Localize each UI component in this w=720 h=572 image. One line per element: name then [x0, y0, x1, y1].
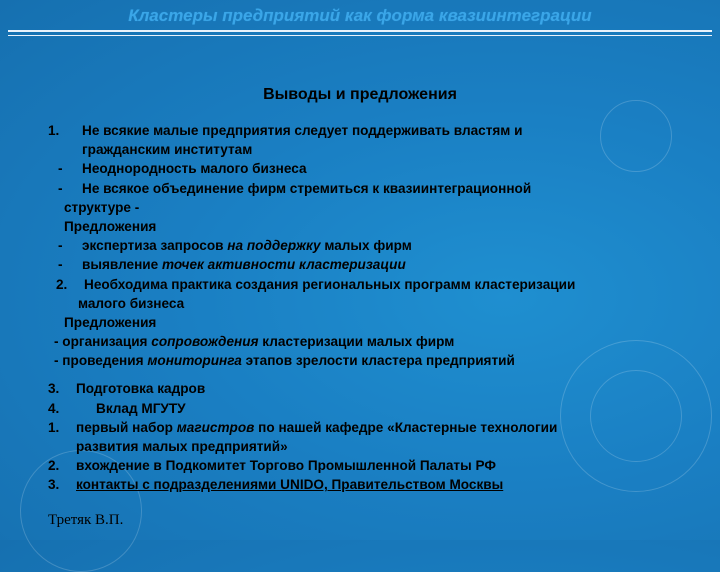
list-item — [48, 236, 708, 255]
item-text: гражданским институтам — [82, 142, 253, 158]
item-text: выявление точек активности кластеризации — [82, 257, 406, 273]
item-number: 3. — [48, 477, 60, 493]
item-text: Неоднородность малого бизнеса — [82, 161, 307, 177]
slide-content — [48, 121, 708, 495]
list-item-continuation — [48, 140, 708, 159]
proposals-label-text: Предложения — [64, 314, 157, 330]
list-item — [48, 475, 708, 494]
item-number: 4. — [48, 400, 60, 416]
list-item — [48, 159, 708, 178]
title-divider-thin — [8, 35, 712, 36]
item-text: Необходима практика создания региональных программ кластеризации — [84, 276, 576, 292]
list-item-continuation — [48, 437, 708, 456]
list-item-continuation — [48, 198, 708, 217]
item-text: - организация сопровождения кластеризации малых фирм — [54, 334, 455, 350]
item-text: Не всякие малые предприятия следует поддерживать властям и — [82, 123, 523, 138]
item-number: 2. — [48, 458, 60, 474]
list-item — [48, 351, 708, 370]
item-dash: - — [58, 257, 63, 273]
list-item — [48, 379, 708, 398]
proposals-label — [48, 217, 708, 236]
item-number: 2. — [56, 276, 68, 292]
list-item — [48, 332, 708, 351]
item-text: - проведения мониторинга этапов зрелости кластера предприятий — [54, 353, 515, 369]
list-item — [48, 179, 708, 198]
item-text: Вклад МГУТУ — [96, 400, 186, 416]
contacts-link[interactable]: контакты с подразделениями UNIDO, Правительством Москвы — [76, 477, 504, 493]
title-divider — [8, 30, 712, 32]
item-text: Не всякое объединение фирм стремиться к квазиинтеграционной — [82, 180, 532, 196]
item-dash: - — [58, 180, 63, 196]
list-item — [48, 418, 708, 437]
list-item — [48, 255, 708, 274]
slide-title: Кластеры предприятий как форма квазиинтеграции — [128, 6, 592, 25]
item-text: Подготовка кадров — [76, 381, 206, 397]
list-item — [48, 275, 708, 294]
item-text: экспертиза запросов на поддержку малых фирм — [82, 238, 412, 254]
list-item — [48, 399, 708, 418]
item-number: 1. — [48, 123, 60, 138]
list-item — [48, 121, 708, 140]
item-number: 3. — [48, 381, 60, 397]
item-text: первый набор магистров по нашей кафедре «Кластерные технологии — [76, 419, 558, 435]
list-item-continuation — [48, 294, 708, 313]
item-text: структуре - — [64, 199, 140, 215]
item-text: вхождение в Подкомитет Торгово Промышленной Палаты РФ — [76, 458, 496, 474]
item-dash: - — [58, 161, 63, 177]
item-dash: - — [58, 238, 63, 254]
item-number: 1. — [48, 419, 60, 435]
item-text: малого бизнеса — [78, 295, 185, 311]
list-item — [48, 456, 708, 475]
item-text: развития малых предприятий» — [76, 439, 288, 454]
proposals-label-text: Предложения — [64, 218, 157, 234]
section-heading: Выводы и предложения — [263, 86, 457, 103]
proposals-label — [48, 313, 708, 332]
author-name: Третяк В.П. — [48, 512, 124, 528]
